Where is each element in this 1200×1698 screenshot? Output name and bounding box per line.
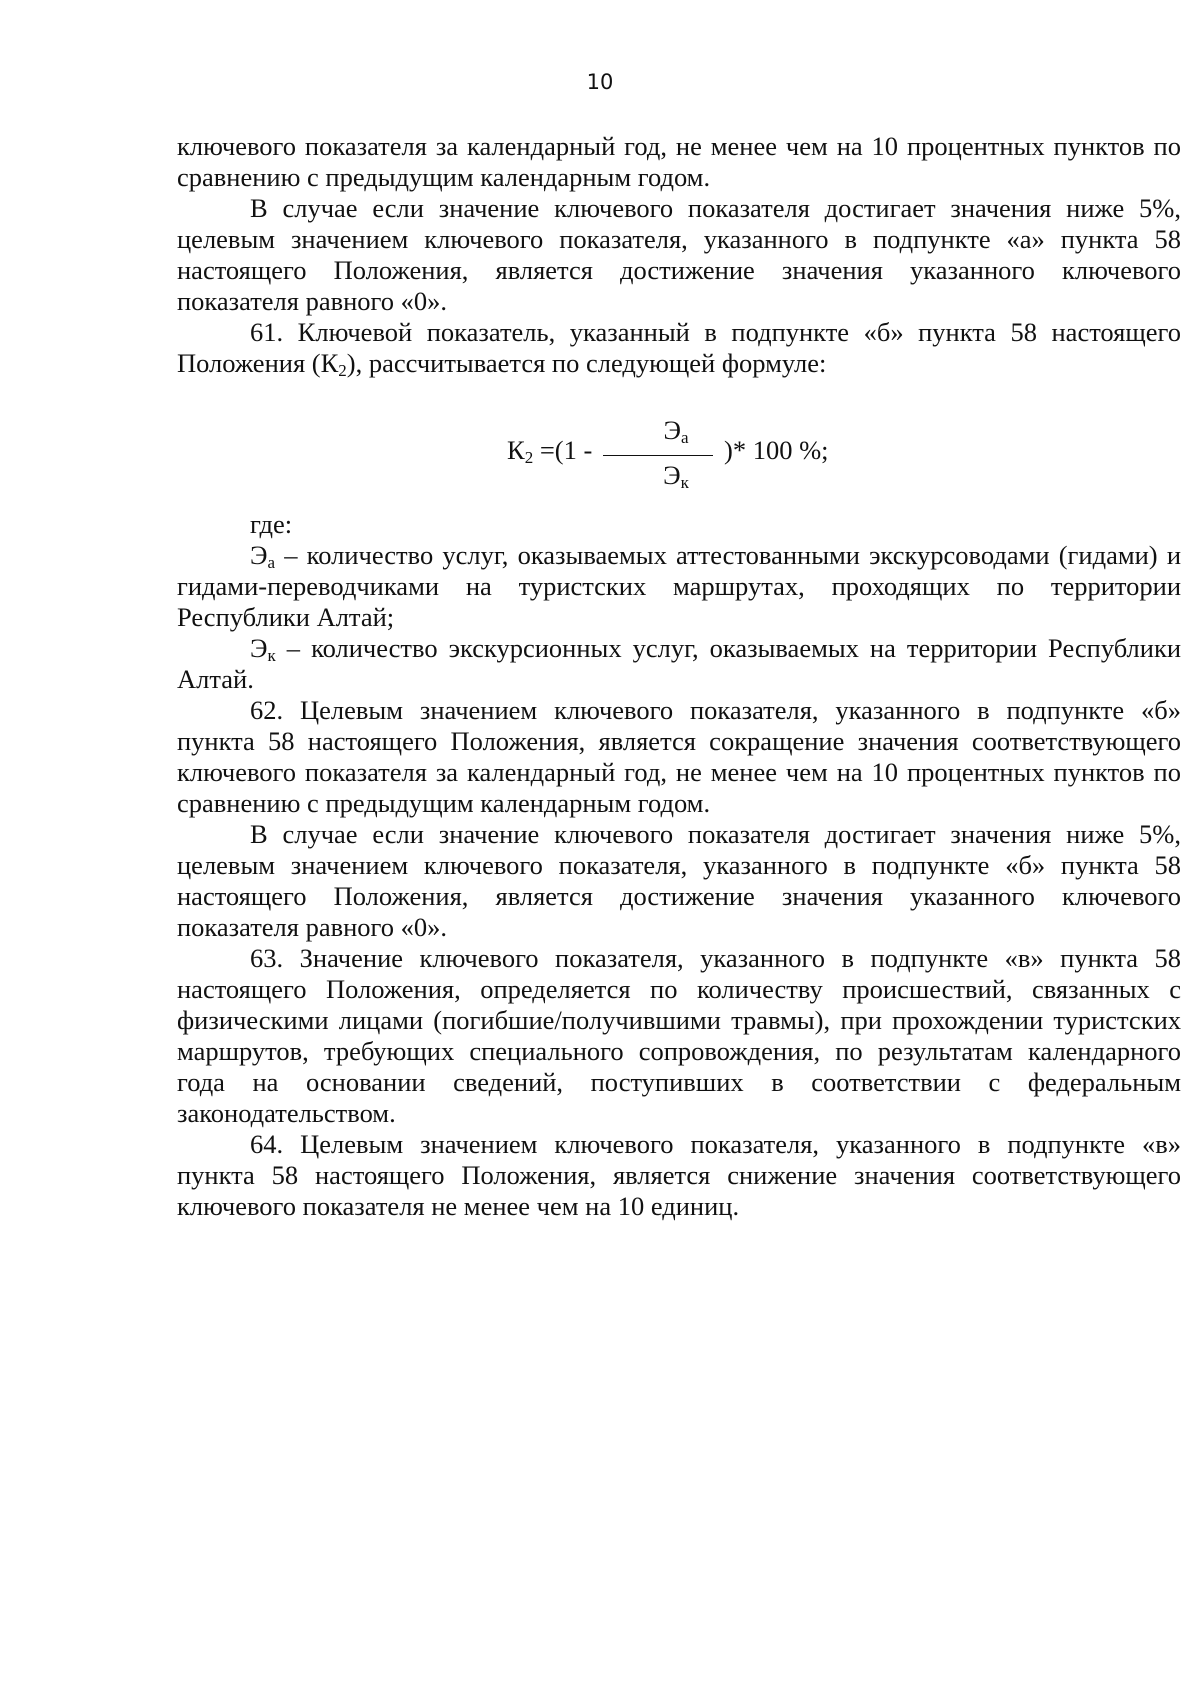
- document-body-bottom: [177, 509, 1181, 1222]
- fraction-bar: [603, 455, 713, 456]
- definition-ea-text: – количество услуг, оказываемых аттестованными экскурсоводами (гидами) и гидами-переводчиками на туристских маршрутах, проходящих по территории Республики Алтай;: [177, 540, 1181, 632]
- page-number: 10: [586, 70, 614, 94]
- formula-denominator: [643, 460, 709, 491]
- paragraph-61-text-start: 61. Ключевой показатель, указанный в подпункте «б» пункта 58 настоящего Положения (К: [177, 317, 1181, 378]
- definition-ek-subscript: к: [267, 646, 276, 665]
- paragraph-64: 64. Целевым значением ключевого показателя, указанного в подпункте «в» пункта 58 настоящего Положения, является снижение значения соответствующего ключевого показателя не менее чем на 10 единиц.: [177, 1129, 1181, 1221]
- formula-k2: [0, 415, 1200, 495]
- paragraph-threshold-b: В случае если значение ключевого показателя достигает значения ниже 5%, целевым значением ключевого показателя, указанного в подпункте «б» пункта 58 настоящего Положения, является достижение значения указанного ключевого показателя равного «0».: [177, 819, 1181, 942]
- formula-lhs-rest: =(1 -: [533, 435, 593, 465]
- definition-ek: [177, 633, 1181, 695]
- numerator-subscript: а: [680, 428, 689, 447]
- paragraph-threshold-a: В случае если значение ключевого показателя достигает значения ниже 5%, целевым значением ключевого показателя, указанного в подпункте «а» пункта 58 настоящего Положения, является достижение значения указанного ключевого показателя равного «0».: [177, 193, 1181, 316]
- formula-rhs: )* 100 %;: [724, 435, 829, 465]
- definition-ea: [177, 540, 1181, 633]
- definition-ea-symbol: Э: [250, 540, 268, 570]
- paragraph-61: [177, 317, 1181, 379]
- document-body-top: [177, 131, 1181, 379]
- definition-ek-text: – количество экскурсионных услуг, оказываемых на территории Республики Алтай.: [177, 633, 1181, 694]
- formula-numerator: [643, 415, 709, 446]
- denominator-symbol: Э: [663, 460, 681, 490]
- definition-ea-subscript: а: [267, 553, 276, 572]
- paragraph-63: 63. Значение ключевого показателя, указанного в подпункте «в» пункта 58 настоящего Положения, определяется по количеству происшествий, связанных с физическими лицами (погибшие/получившими травмы), при прохождении туристских маршрутов, требующих специального сопровождения, по результатам календарного года на основании сведений, поступивших в соответствии с федеральным законодательством.: [177, 943, 1181, 1128]
- formula-lhs: [507, 435, 592, 466]
- paragraph-continuation: ключевого показателя за календарный год, не менее чем на 10 процентных пунктов по сравнению с предыдущим календарным годом.: [177, 131, 1181, 192]
- definition-ek-symbol: Э: [250, 633, 268, 663]
- paragraph-62: 62. Целевым значением ключевого показателя, указанного в подпункте «б» пункта 58 настоящего Положения, является сокращение значения соответствующего ключевого показателя за календарный год, не менее чем на 10 процентных пунктов по сравнению с предыдущим календарным годом.: [177, 695, 1181, 818]
- paragraph-61-subscript: 2: [338, 361, 347, 380]
- paragraph-where: где:: [250, 509, 293, 539]
- formula-lhs-subscript: 2: [524, 448, 534, 467]
- numerator-symbol: Э: [663, 415, 681, 445]
- paragraph-61-text-end: ), рассчитывается по следующей формуле:: [346, 348, 827, 378]
- denominator-subscript: к: [680, 473, 689, 492]
- formula-lhs-symbol: К: [507, 435, 525, 465]
